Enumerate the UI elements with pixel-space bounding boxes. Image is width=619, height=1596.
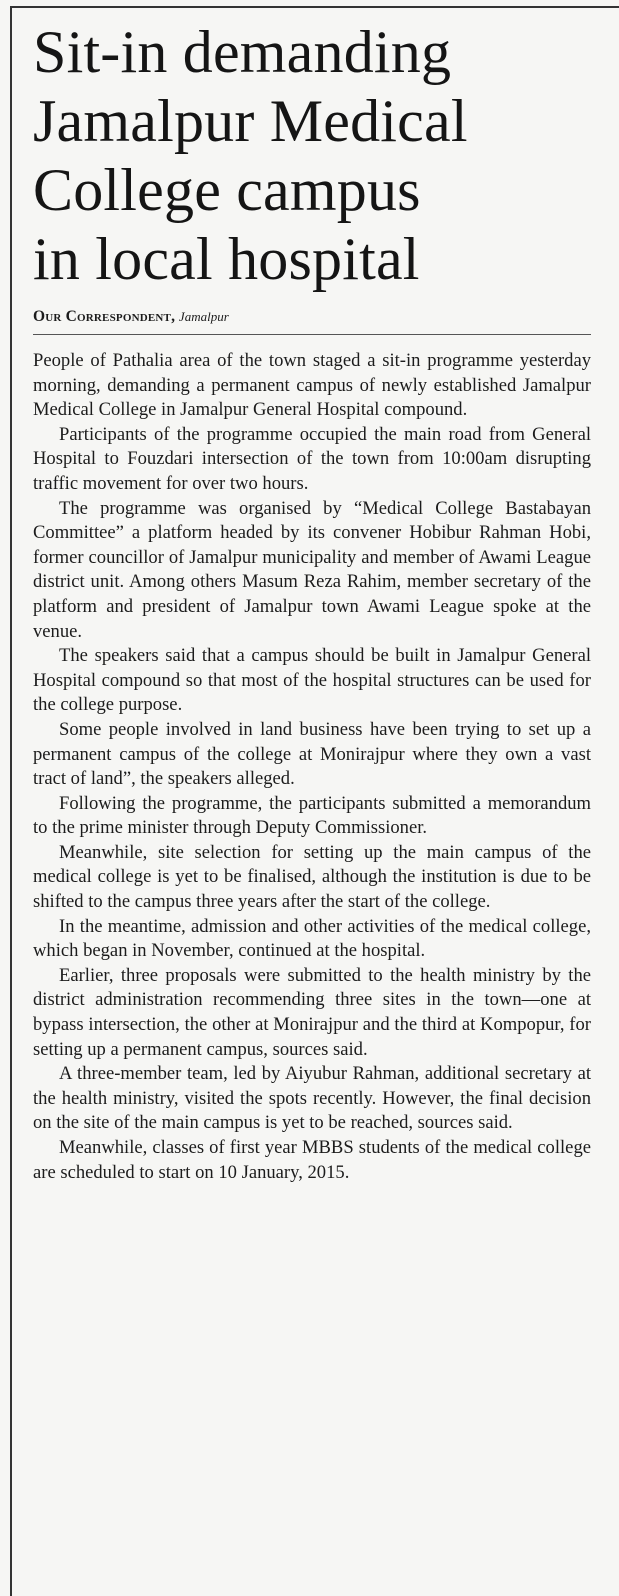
headline-line-4: in local hospital (33, 226, 420, 292)
paragraph: Earlier, three proposals were submitted to the health ministry by the district administration recommending three sites in the town—one at bypass intersection, the other at Monirajpur and the third at Kompopur, for setting up a permanent campus, sources said. (33, 964, 591, 1060)
paragraph: In the meantime, admission and other activities of the medical college, which began in November, continued at the hospital. (33, 915, 591, 962)
paragraph: The programme was organised by “Medical College Bastabayan Committee” a platform headed by its convener Hobibur Rahman Hobi, former councillor of Jamalpur municipality and member of Awami League district unit. Among others Masum Reza Rahim, member secretary of the platform and president of Jamalpur town Awami League spoke at the venue. (33, 497, 591, 642)
headline-line-2: Jamalpur Medical (33, 88, 468, 154)
paragraph: Participants of the programme occupied the main road from General Hospital to Fouzdari intersection of the town from 10:00am disrupting traffic movement for over two hours. (33, 423, 591, 494)
article-body (33, 349, 591, 1185)
headline (33, 18, 591, 294)
byline-location: Jamalpur (178, 309, 229, 324)
byline-divider (33, 334, 591, 335)
paragraph: Following the programme, the participants submitted a memorandum to the prime minister through Deputy Commissioner. (33, 792, 591, 839)
paragraph: The speakers said that a campus should be built in Jamalpur General Hospital compound so that most of the hospital structures can be used for the college purpose. (33, 645, 591, 716)
paragraph: Meanwhile, site selection for setting up the main campus of the medical college is yet to be finalised, although the institution is due to be shifted to the campus three years after the start of the college. (33, 841, 591, 913)
paragraph: Meanwhile, classes of first year MBBS students of the medical college are scheduled to start on 10 January, 2015. (33, 1137, 591, 1183)
paragraph: Some people involved in land business have been trying to set up a permanent campus of the college at Monirajpur where they own a vast tract of land”, the speakers alleged. (33, 718, 591, 790)
left-border (10, 6, 12, 1596)
byline (33, 308, 591, 326)
byline-author: Our Correspondent, (33, 308, 176, 325)
top-border (10, 6, 619, 8)
paragraph: People of Pathalia area of the town staged a sit-in programme yesterday morning, demanding a permanent campus of newly established Jamalpur Medical College in Jamalpur General Hospital compound. (33, 350, 591, 421)
news-article (33, 18, 591, 1185)
headline-line-3: College campus (33, 157, 421, 223)
headline-line-1: Sit-in demanding (33, 19, 452, 85)
paragraph: A three-member team, led by Aiyubur Rahman, additional secretary at the health ministry, visited the spots recently. However, the final decision on the site of the main campus is yet to be reached, sources said. (33, 1063, 591, 1134)
